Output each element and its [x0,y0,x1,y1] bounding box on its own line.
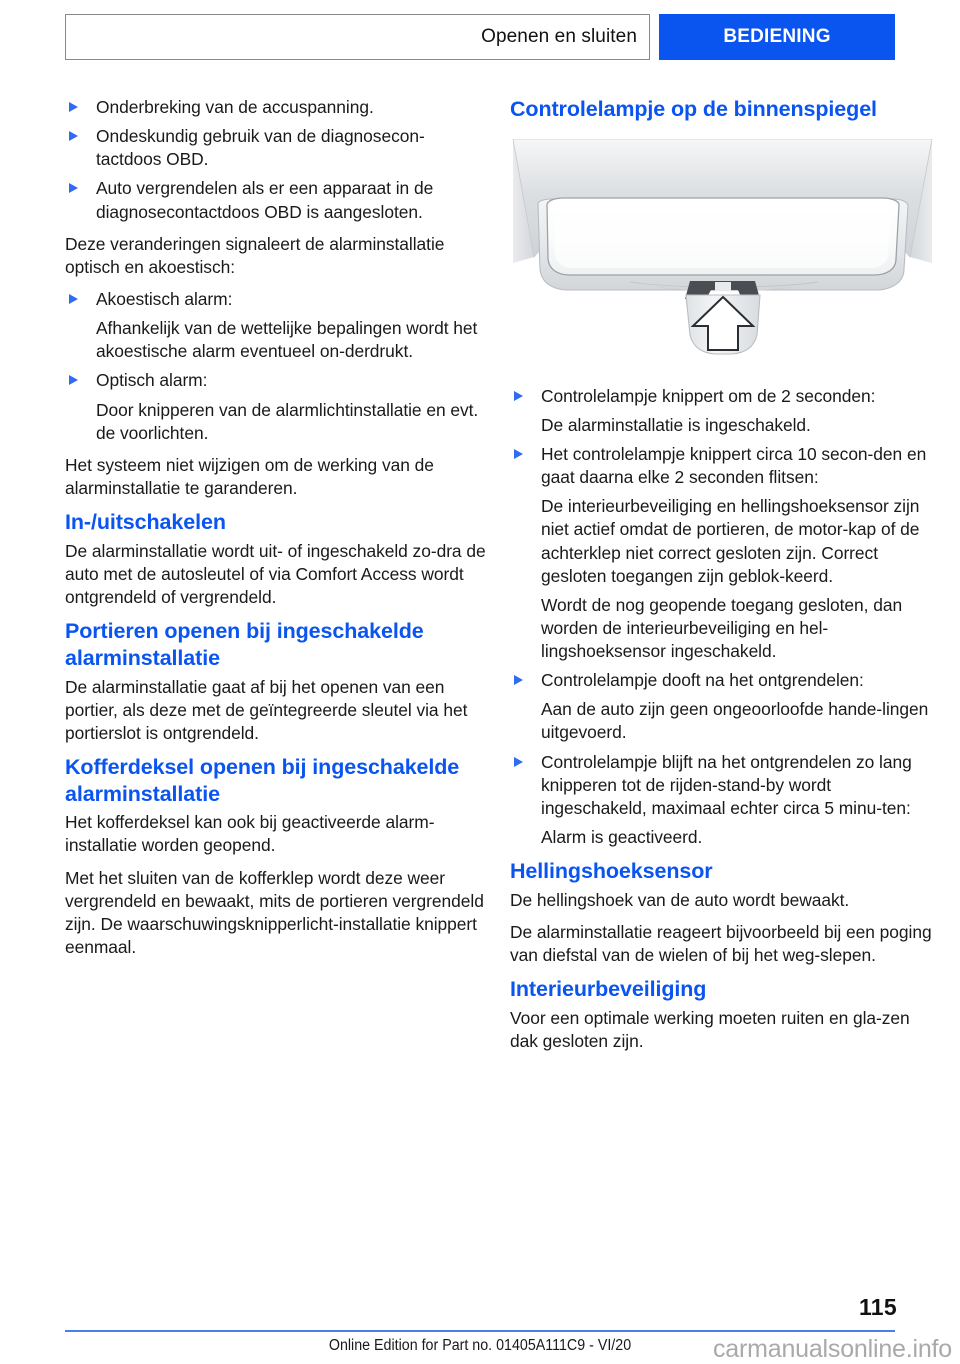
heading-hellingshoeksensor: Hellingshoeksensor [510,859,713,884]
triangle-bullet-icon [514,449,523,459]
header-section-box [65,14,650,60]
list-item-detail: Alarm is geactiveerd. [541,827,703,848]
list-item [510,385,935,437]
list-item-detail-2: Wordt de nog geopende toegang gesloten, dan worden de interieurbeveiliging en hel‐lingshoeksensor ingeschakeld. [541,594,903,662]
list-item [65,288,490,363]
list-item [65,125,490,171]
footer-edition-text: Online Edition for Part no. 01405A111C9 - VI/20 [328,1337,632,1354]
page-content [0,96,960,1276]
paragraph-signal: Deze veranderingen signaleert de alarminstallatie optisch en akoestisch: [65,233,445,277]
list-item-label: Controlelampje blijft na het ontgrendelen zo lang knipperen tot de rijden-stand-by wordt ingeschakeld, maximaal echter circa 5 minu‐ten: [541,751,912,818]
bullet-list-indicator-states [510,385,935,850]
list-item-detail: De alarminstallatie is ingeschakeld. [541,414,811,435]
paragraph-in-uitschakelen: De alarminstallatie wordt uit- of ingeschakeld zo‐dra de auto met de autosleutel of via Comfort Access wordt ontgrendeld of vergrendeld. [65,540,486,608]
paragraph-hellings-1: De hellingshoek van de auto wordt bewaakt. [510,889,850,910]
footer-divider [65,1330,895,1332]
paragraph-hellings-2: De alarminstallatie reageert bijvoorbeeld bij een poging van diefstal van de wielen of bij het weg‐slepen. [510,921,932,966]
triangle-bullet-icon [514,757,523,767]
list-item-label: Het controlelampje knippert circa 10 secon‐den en gaat daarna elke 2 seconden flitsen: [541,443,927,488]
left-column [65,96,490,959]
list-item-text: Auto vergrendelen als er een apparaat in de diagnosecontactdoos OBD is aangesloten. [96,178,434,222]
list-item-label: Controlelampje knippert om de 2 seconden: [541,385,876,406]
triangle-bullet-icon [69,131,78,141]
list-item-label: Optisch alarm: [96,370,208,391]
heading-controlelampje: Controlelampje op de binnenspiegel [510,97,877,121]
triangle-bullet-icon [514,391,523,401]
list-item-detail: Door knipperen van de alarmlichtinstallatie en evt. de voorlichten. [96,399,479,443]
triangle-bullet-icon [69,294,78,304]
heading-in-uitschakelen: In-/uitschakelen [65,510,226,535]
list-item-detail: Aan de auto zijn geen ongeoorloofde hande‐lingen uitgevoerd. [541,699,929,743]
triangle-bullet-icon [514,675,523,685]
mirror-illustration [510,139,935,371]
triangle-bullet-icon [69,375,78,385]
list-item-text: Ondeskundig gebruik van de diagnosecon‐tactdoos OBD. [96,126,425,170]
chapter-title: BEDIENING [723,26,831,47]
heading-kofferdeksel-openen: Kofferdeksel openen bij ingeschakelde alarminstallatie [65,754,460,806]
list-item-detail: De interieurbeveiliging en hellingshoeksensor zijn niet actief omdat de portieren, de motor‐kap of de achterklep niet correct gesloten zijn. Correct gesloten toegangen zijn geblok‐keerd. [541,496,920,586]
list-item-label: Akoestisch alarm: [96,288,233,309]
list-item-text: Onderbreking van de accuspanning. [96,97,374,117]
triangle-bullet-icon [69,102,78,112]
page-footer [0,1290,960,1362]
paragraph-portieren-openen: De alarminstallatie gaat af bij het openen van een portier, als deze met de geïntegreerde sleutel via het portierslot is ontgrendeld. [65,676,468,743]
header-chapter-box [659,14,895,60]
bullet-list-causes [65,96,490,224]
list-item [65,369,490,444]
paragraph-system: Het systeem niet wijzigen om de werking van de alarminstallatie te garanderen. [65,454,434,498]
triangle-bullet-icon [69,183,78,193]
page-number: 115 [858,1294,897,1320]
list-item [65,177,490,223]
paragraph-kofferdeksel-1: Het kofferdeksel kan ook bij geactiveerde alarm‐installatie worden geopend. [65,812,435,856]
paragraph-kofferdeksel-2: Met het sluiten van de kofferklep wordt deze weer vergrendeld en bewaakt, mits de portieren vergrendeld zijn. De waarschuwingsknipperlicht‐installatie knippert eenmaal. [65,867,484,957]
list-item [65,96,490,119]
list-item [510,669,935,744]
mirror-illustration-svg [510,139,935,371]
bullet-list-alarm-types [65,288,490,445]
heading-interieurbeveiliging: Interieurbeveiliging [510,977,707,1002]
paragraph-interieurbeveiliging: Voor een optimale werking moeten ruiten en gla‐zen dak gesloten zijn. [510,1007,910,1052]
heading-portieren-openen: Portieren openen bij ingeschakelde alarminstallatie [65,619,424,670]
right-column [510,96,935,1053]
section-title: Openen en sluiten [481,26,637,47]
list-item-label: Controlelampje dooft na het ontgrendelen: [541,670,864,691]
list-item-detail: Afhankelijk van de wettelijke bepalingen wordt het akoestische alarm eventueel on‐derdrukt. [96,318,478,362]
list-item [510,443,935,663]
site-watermark: carmanualsonline.info [712,1335,952,1363]
list-item [510,751,935,850]
page-header [65,14,895,60]
